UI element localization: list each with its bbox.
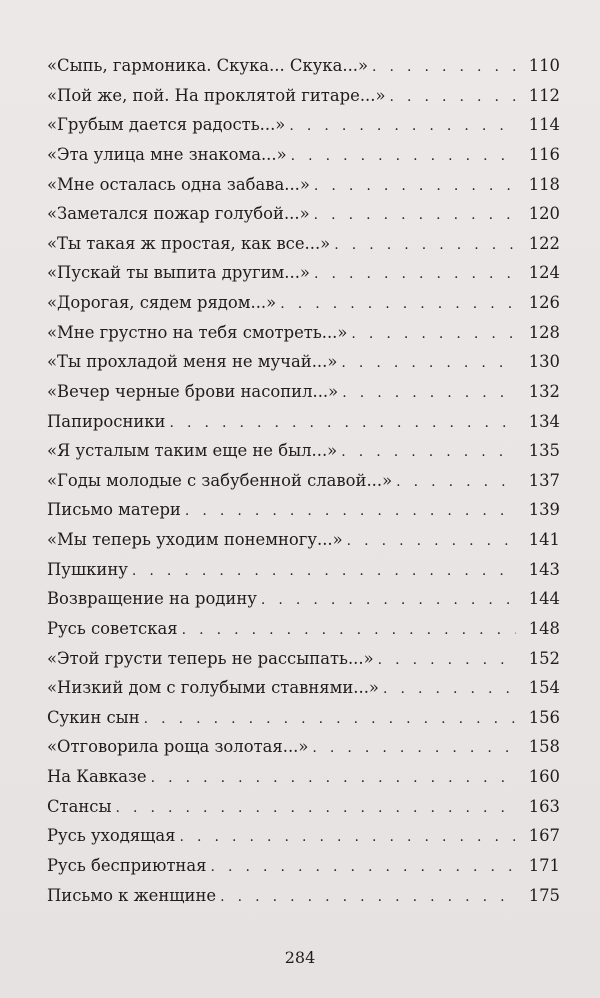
toc-entry-page: 156 bbox=[528, 707, 560, 727]
dot-leader bbox=[180, 823, 516, 853]
dot-leader bbox=[185, 497, 516, 527]
dot-leader bbox=[132, 557, 516, 587]
toc-entry bbox=[47, 644, 560, 674]
toc-entry-title: Письмо к женщине bbox=[47, 885, 217, 905]
toc-entry bbox=[47, 792, 560, 822]
toc-entry-page: 154 bbox=[528, 678, 560, 698]
toc-entry-title: «Сыпь, гармоника. Скука... Скука...» bbox=[47, 56, 369, 75]
toc-entry-page: 171 bbox=[528, 855, 560, 875]
toc-entry-title: «Этой грусти теперь не рассыпать...» bbox=[47, 648, 374, 668]
toc-entry bbox=[47, 51, 560, 81]
toc-entry-title: «Грубым дается радость...» bbox=[47, 115, 286, 135]
toc-entry bbox=[47, 881, 560, 911]
toc-entry-page: 114 bbox=[528, 115, 560, 135]
toc-entry-title: Сукин сын bbox=[47, 707, 140, 727]
dot-leader bbox=[341, 349, 516, 379]
toc-entry-page: 124 bbox=[528, 263, 560, 283]
dot-leader bbox=[383, 675, 516, 705]
toc-entry-page: 112 bbox=[528, 85, 560, 105]
dot-leader bbox=[342, 379, 516, 409]
toc-entry bbox=[47, 347, 560, 377]
dot-leader bbox=[314, 260, 516, 290]
dot-leader bbox=[341, 438, 516, 468]
toc-entry-page: 126 bbox=[528, 293, 560, 312]
dot-leader bbox=[210, 853, 516, 883]
toc-entry-page: 118 bbox=[528, 174, 560, 194]
table-of-contents bbox=[47, 51, 560, 910]
dot-leader bbox=[151, 764, 516, 794]
toc-entry-title: «Мне грустно на тебя смотреть...» bbox=[47, 322, 348, 342]
toc-entry-page: 167 bbox=[528, 826, 560, 846]
toc-entry bbox=[47, 170, 560, 200]
dot-leader bbox=[291, 142, 516, 172]
toc-entry-page: 128 bbox=[528, 322, 560, 342]
dot-leader bbox=[280, 290, 516, 320]
toc-entry-page: 122 bbox=[528, 233, 560, 253]
toc-entry bbox=[47, 229, 560, 259]
dot-leader bbox=[396, 468, 516, 498]
toc-entry-title: Русь уходящая bbox=[47, 826, 176, 846]
dot-leader bbox=[144, 705, 516, 735]
toc-entry bbox=[47, 732, 560, 762]
dot-leader bbox=[378, 646, 516, 676]
toc-entry-page: 132 bbox=[528, 381, 560, 401]
toc-entry bbox=[47, 762, 560, 792]
toc-entry-title: «Вечер черные брови насопил...» bbox=[47, 381, 339, 401]
toc-entry-title: «Мы теперь уходим понемногу...» bbox=[47, 530, 343, 549]
toc-entry-page: 141 bbox=[528, 530, 560, 549]
toc-entry bbox=[47, 703, 560, 733]
dot-leader bbox=[314, 201, 516, 231]
toc-entry-title: «Пускай ты выпита другим...» bbox=[47, 263, 310, 283]
toc-entry bbox=[47, 495, 560, 525]
dot-leader bbox=[347, 527, 516, 557]
toc-entry-page: 139 bbox=[528, 500, 560, 520]
toc-entry-page: 134 bbox=[528, 411, 560, 431]
toc-entry bbox=[47, 821, 560, 851]
dot-leader bbox=[169, 409, 516, 439]
toc-entry-page: 152 bbox=[528, 648, 560, 668]
toc-entry-title: Пушкину bbox=[47, 559, 128, 579]
dot-leader bbox=[334, 231, 516, 261]
dot-leader bbox=[289, 112, 516, 142]
toc-entry-page: 144 bbox=[528, 589, 560, 609]
toc-entry-title: «Ты прохладой меня не мучай...» bbox=[47, 352, 338, 372]
toc-entry bbox=[47, 81, 560, 111]
toc-entry-title: «Дорогая, сядем рядом...» bbox=[47, 293, 277, 312]
toc-entry-title: «Низкий дом с голубыми ставнями...» bbox=[47, 678, 379, 698]
toc-entry-page: 158 bbox=[528, 737, 560, 757]
dot-leader bbox=[312, 734, 516, 764]
toc-entry-page: 160 bbox=[528, 767, 560, 786]
dot-leader bbox=[351, 320, 516, 350]
toc-entry bbox=[47, 673, 560, 703]
toc-entry-title: Письмо матери bbox=[47, 500, 181, 520]
toc-entry bbox=[47, 318, 560, 348]
toc-entry-title: «Заметался пожар голубой...» bbox=[47, 204, 310, 224]
toc-entry-title: Русь бесприютная bbox=[47, 855, 207, 875]
toc-entry bbox=[47, 377, 560, 407]
toc-entry-title: Стансы bbox=[47, 796, 112, 816]
dot-leader bbox=[372, 53, 516, 83]
toc-entry-title: «Я усталым таким еще не был...» bbox=[47, 441, 338, 461]
toc-entry bbox=[47, 436, 560, 466]
toc-entry bbox=[47, 110, 560, 140]
toc-entry-page: 137 bbox=[528, 470, 560, 490]
toc-entry-title: «Мне осталась одна забава...» bbox=[47, 174, 310, 194]
dot-leader bbox=[220, 883, 516, 913]
toc-entry-title: «Годы молодые с забубенной славой...» bbox=[47, 470, 393, 490]
toc-entry-page: 120 bbox=[528, 204, 560, 224]
toc-entry bbox=[47, 407, 560, 437]
toc-entry bbox=[47, 258, 560, 288]
toc-entry bbox=[47, 525, 560, 555]
page-number: 284 bbox=[284, 948, 316, 967]
toc-entry-title: «Эта улица мне знакома...» bbox=[47, 144, 287, 164]
toc-entry-page: 143 bbox=[528, 559, 560, 579]
toc-entry-title: На Кавказе bbox=[47, 767, 147, 786]
toc-entry-page: 116 bbox=[528, 144, 560, 164]
toc-entry bbox=[47, 199, 560, 229]
toc-entry-title: Папиросники bbox=[47, 411, 166, 431]
toc-entry-page: 175 bbox=[528, 885, 560, 905]
toc-entry-title: «Ты такая ж простая, как все...» bbox=[47, 233, 331, 253]
dot-leader bbox=[116, 794, 516, 824]
toc-entry-title: Возвращение на родину bbox=[47, 589, 257, 609]
toc-entry bbox=[47, 466, 560, 496]
toc-entry-page: 148 bbox=[528, 618, 560, 638]
toc-entry-title: «Отговорила роща золотая...» bbox=[47, 737, 309, 757]
dot-leader bbox=[261, 586, 516, 616]
dot-leader bbox=[390, 83, 517, 113]
toc-entry bbox=[47, 851, 560, 881]
toc-entry-page: 110 bbox=[528, 56, 560, 75]
toc-entry-title: «Пой же, пой. На проклятой гитаре...» bbox=[47, 85, 386, 105]
toc-entry bbox=[47, 140, 560, 170]
dot-leader bbox=[182, 616, 516, 646]
toc-entry bbox=[47, 584, 560, 614]
toc-entry bbox=[47, 555, 560, 585]
toc-entry bbox=[47, 614, 560, 644]
toc-entry bbox=[47, 288, 560, 318]
toc-entry-page: 130 bbox=[528, 352, 560, 372]
dot-leader bbox=[314, 172, 516, 202]
toc-entry-page: 163 bbox=[528, 796, 560, 816]
toc-entry-title: Русь советская bbox=[47, 618, 178, 638]
toc-entry-page: 135 bbox=[528, 441, 560, 461]
